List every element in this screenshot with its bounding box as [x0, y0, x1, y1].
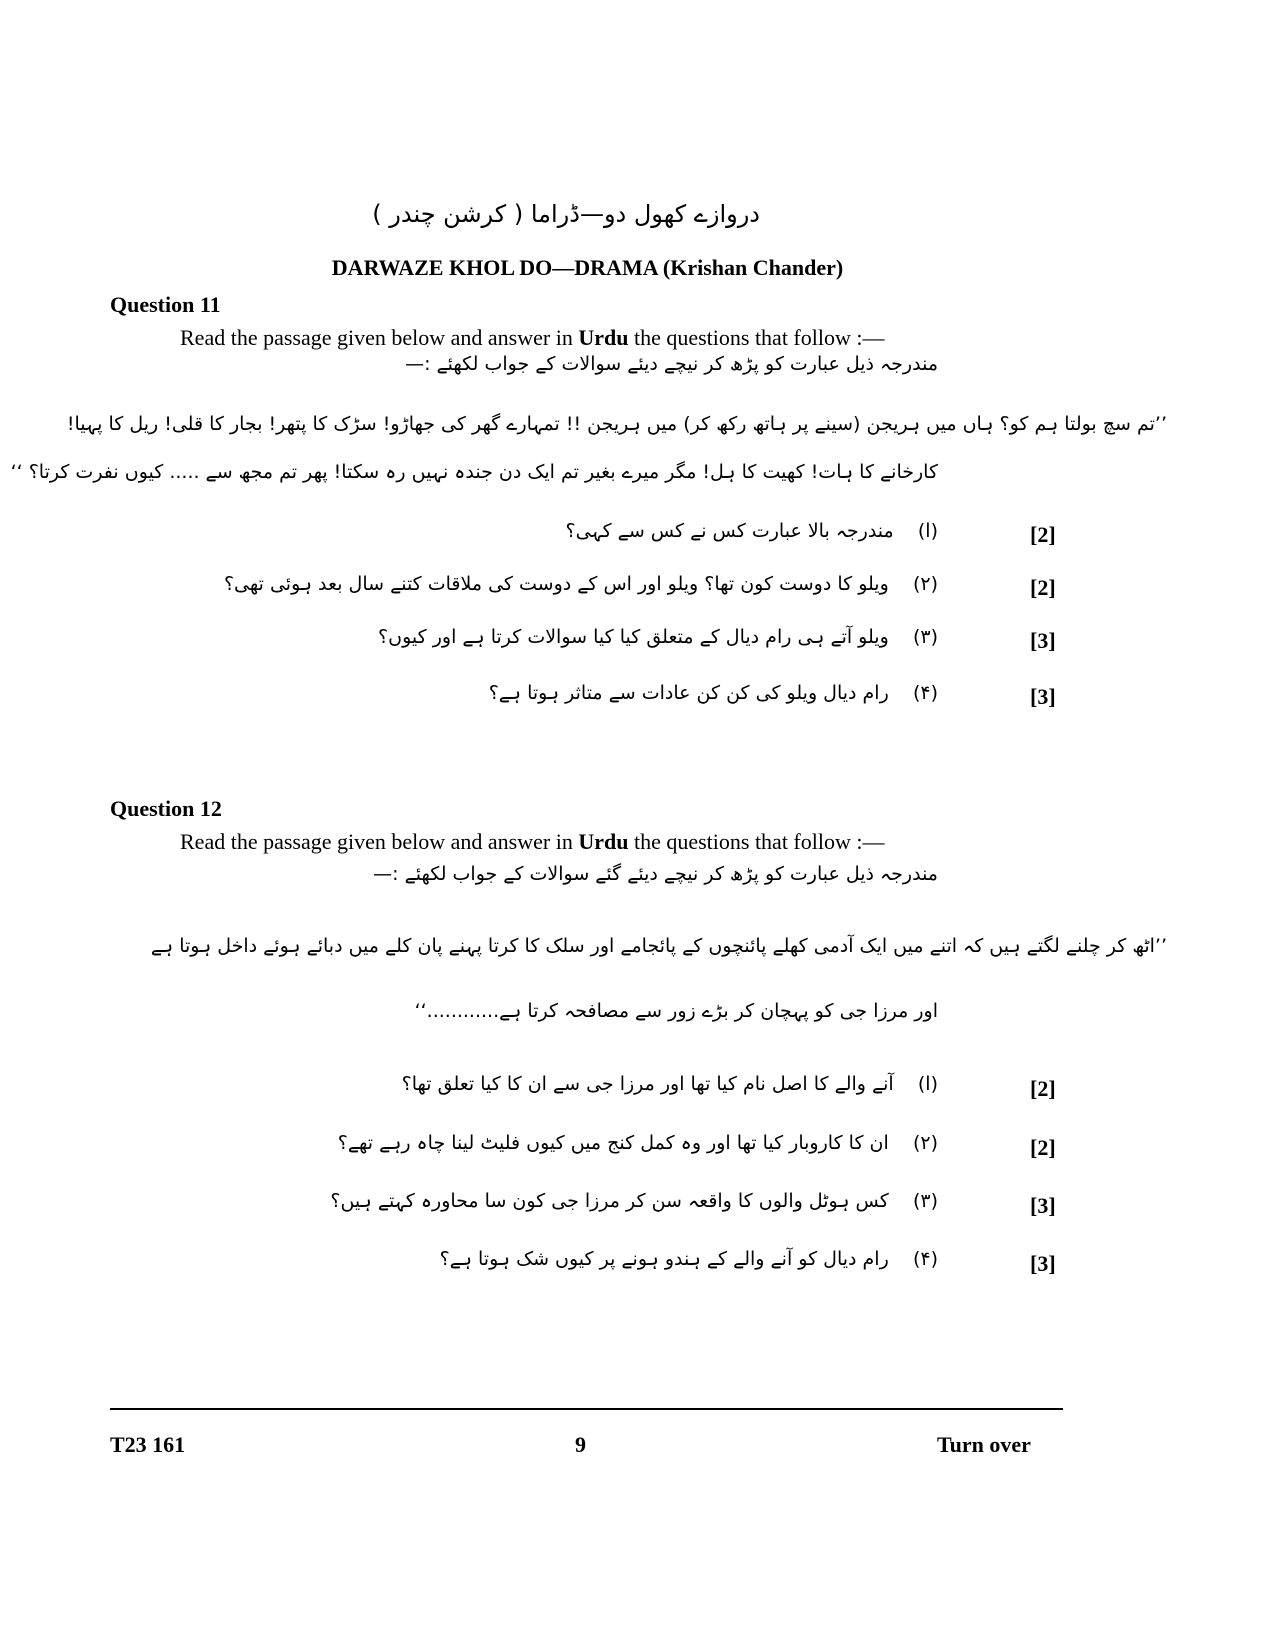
question-11-passage-line-2: کارخانے کا ہات! کھیت کا ہل! مگر میرے بغیر تم ایک دن جندہ نہیں رہ سکتا! پھر تم مجھ سے ..... کیوں نفرت کرتا؟ ‘‘ [10, 461, 938, 483]
subquestion-number: (ا) [917, 1073, 938, 1095]
question-12-heading: Question 12 [110, 796, 222, 821]
subquestion-number: (۳) [912, 626, 938, 648]
q11-subquestion-4 [489, 682, 938, 704]
q12-subquestion-2-marks: [2] [1030, 1135, 1056, 1160]
subquestion-number: (۴) [912, 1248, 938, 1270]
turn-over-note: Turn over [937, 1432, 1031, 1457]
instruction-language: Urdu [578, 325, 629, 350]
instruction-prefix: Read the passage given below and answer in [180, 325, 579, 350]
subquestion-text: رام دیال ویلو کی کن کن عادات سے متاثر ہوتا ہے؟ [488, 682, 889, 704]
english-title: DARWAZE KHOL DO—DRAMA (Krishan Chander) [331, 255, 844, 280]
question-11-instruction [180, 325, 884, 351]
footer-rule [110, 1408, 1063, 1410]
q11-subquestion-3 [378, 626, 938, 648]
instruction-prefix: Read the passage given below and answer in [180, 829, 579, 854]
subquestion-text: رام دیال کو آنے والے کے ہندو ہونے پر کیوں شک ہوتا ہے؟ [439, 1248, 889, 1270]
subquestion-text: ان کا کاروبار کیا تھا اور وہ کمل کنج میں کیوں فلیٹ لینا چاہ رہے تھے؟ [337, 1132, 889, 1154]
instruction-suffix: the questions that follow :— [628, 325, 885, 350]
q11-subquestion-1-marks: [2] [1030, 522, 1056, 547]
subquestion-number: (ا) [917, 520, 938, 542]
urdu-title: دروازے کھول دو—ڈراما ( کرشن چندر ) [372, 200, 760, 228]
instruction-language: Urdu [578, 829, 629, 854]
q11-subquestion-3-marks: [3] [1030, 628, 1056, 653]
q11-subquestion-2 [224, 573, 938, 595]
q11-subquestion-4-marks: [3] [1030, 684, 1056, 709]
subquestion-number: (۴) [912, 682, 938, 704]
subquestion-text: آنے والے کا اصل نام کیا تھا اور مرزا جی سے ان کا کیا تعلق تھا؟ [401, 1073, 894, 1095]
subquestion-number: (۲) [912, 1132, 938, 1154]
question-11-urdu-instruction: مندرجہ ذیل عبارت کو پڑھ کر نیچے دیئے سوالات کے جواب لکھئے :— [405, 353, 938, 375]
subquestion-text: کس ہوٹل والوں کا واقعہ سن کر مرزا جی کون سا محاورہ کہتے ہیں؟ [330, 1190, 889, 1212]
subquestion-text: ویلو آتے ہی رام دیال کے متعلق کیا کیا سوالات کرتا ہے اور کیوں؟ [378, 626, 889, 648]
subquestion-text: ویلو کا دوست کون تھا؟ ویلو اور اس کے دوست کی ملاقات کتنے سال بعد ہوئی تھی؟ [223, 573, 889, 595]
q12-subquestion-1 [402, 1073, 938, 1095]
question-12-instruction [180, 829, 884, 855]
question-12-passage-line-1: ’’اٹھ کر چلنے لگتے ہیں کہ اتنے میں ایک آدمی کھلے پائنچوں کے پائجامے اور سلک کا کرتا پہنے پان کلے میں دبائے ہوئے داخل ہوتا ہے [150, 935, 1167, 957]
paper-code: T23 161 [110, 1432, 186, 1457]
q12-subquestion-4 [440, 1248, 938, 1270]
subquestion-number: (۲) [912, 573, 938, 595]
q11-subquestion-1 [566, 520, 938, 542]
q12-subquestion-2 [338, 1132, 938, 1154]
q12-subquestion-1-marks: [2] [1030, 1076, 1056, 1101]
question-11-passage-line-1: ’’تم سچ بولتا ہم کو؟ ہاں میں ہریجن (سینے پر ہاتھ رکھ کر) میں ہریجن !! تمہارے گھر کی جھاڑو! سڑک کا پتھر! بجار کا قلی! ریل کا پہیا! [66, 413, 1167, 435]
q12-subquestion-3-marks: [3] [1030, 1193, 1056, 1218]
q11-subquestion-2-marks: [2] [1030, 575, 1056, 600]
question-12-passage-line-2: اور مرزا جی کو پہچان کر بڑے زور سے مصافحہ کرتا ہے............‘‘ [414, 1000, 938, 1022]
subquestion-number: (۳) [912, 1190, 938, 1212]
q12-subquestion-4-marks: [3] [1030, 1251, 1056, 1276]
question-12-urdu-instruction: مندرجہ ذیل عبارت کو پڑھ کر نیچے دیئے گئے سوالات کے جواب لکھئے :— [373, 863, 938, 885]
question-11-heading: Question 11 [110, 292, 221, 317]
page-number: 9 [575, 1432, 586, 1457]
instruction-suffix: the questions that follow :— [628, 829, 885, 854]
q12-subquestion-3 [330, 1190, 938, 1212]
subquestion-text: مندرجہ بالا عبارت کس نے کس سے کہی؟ [565, 520, 894, 542]
